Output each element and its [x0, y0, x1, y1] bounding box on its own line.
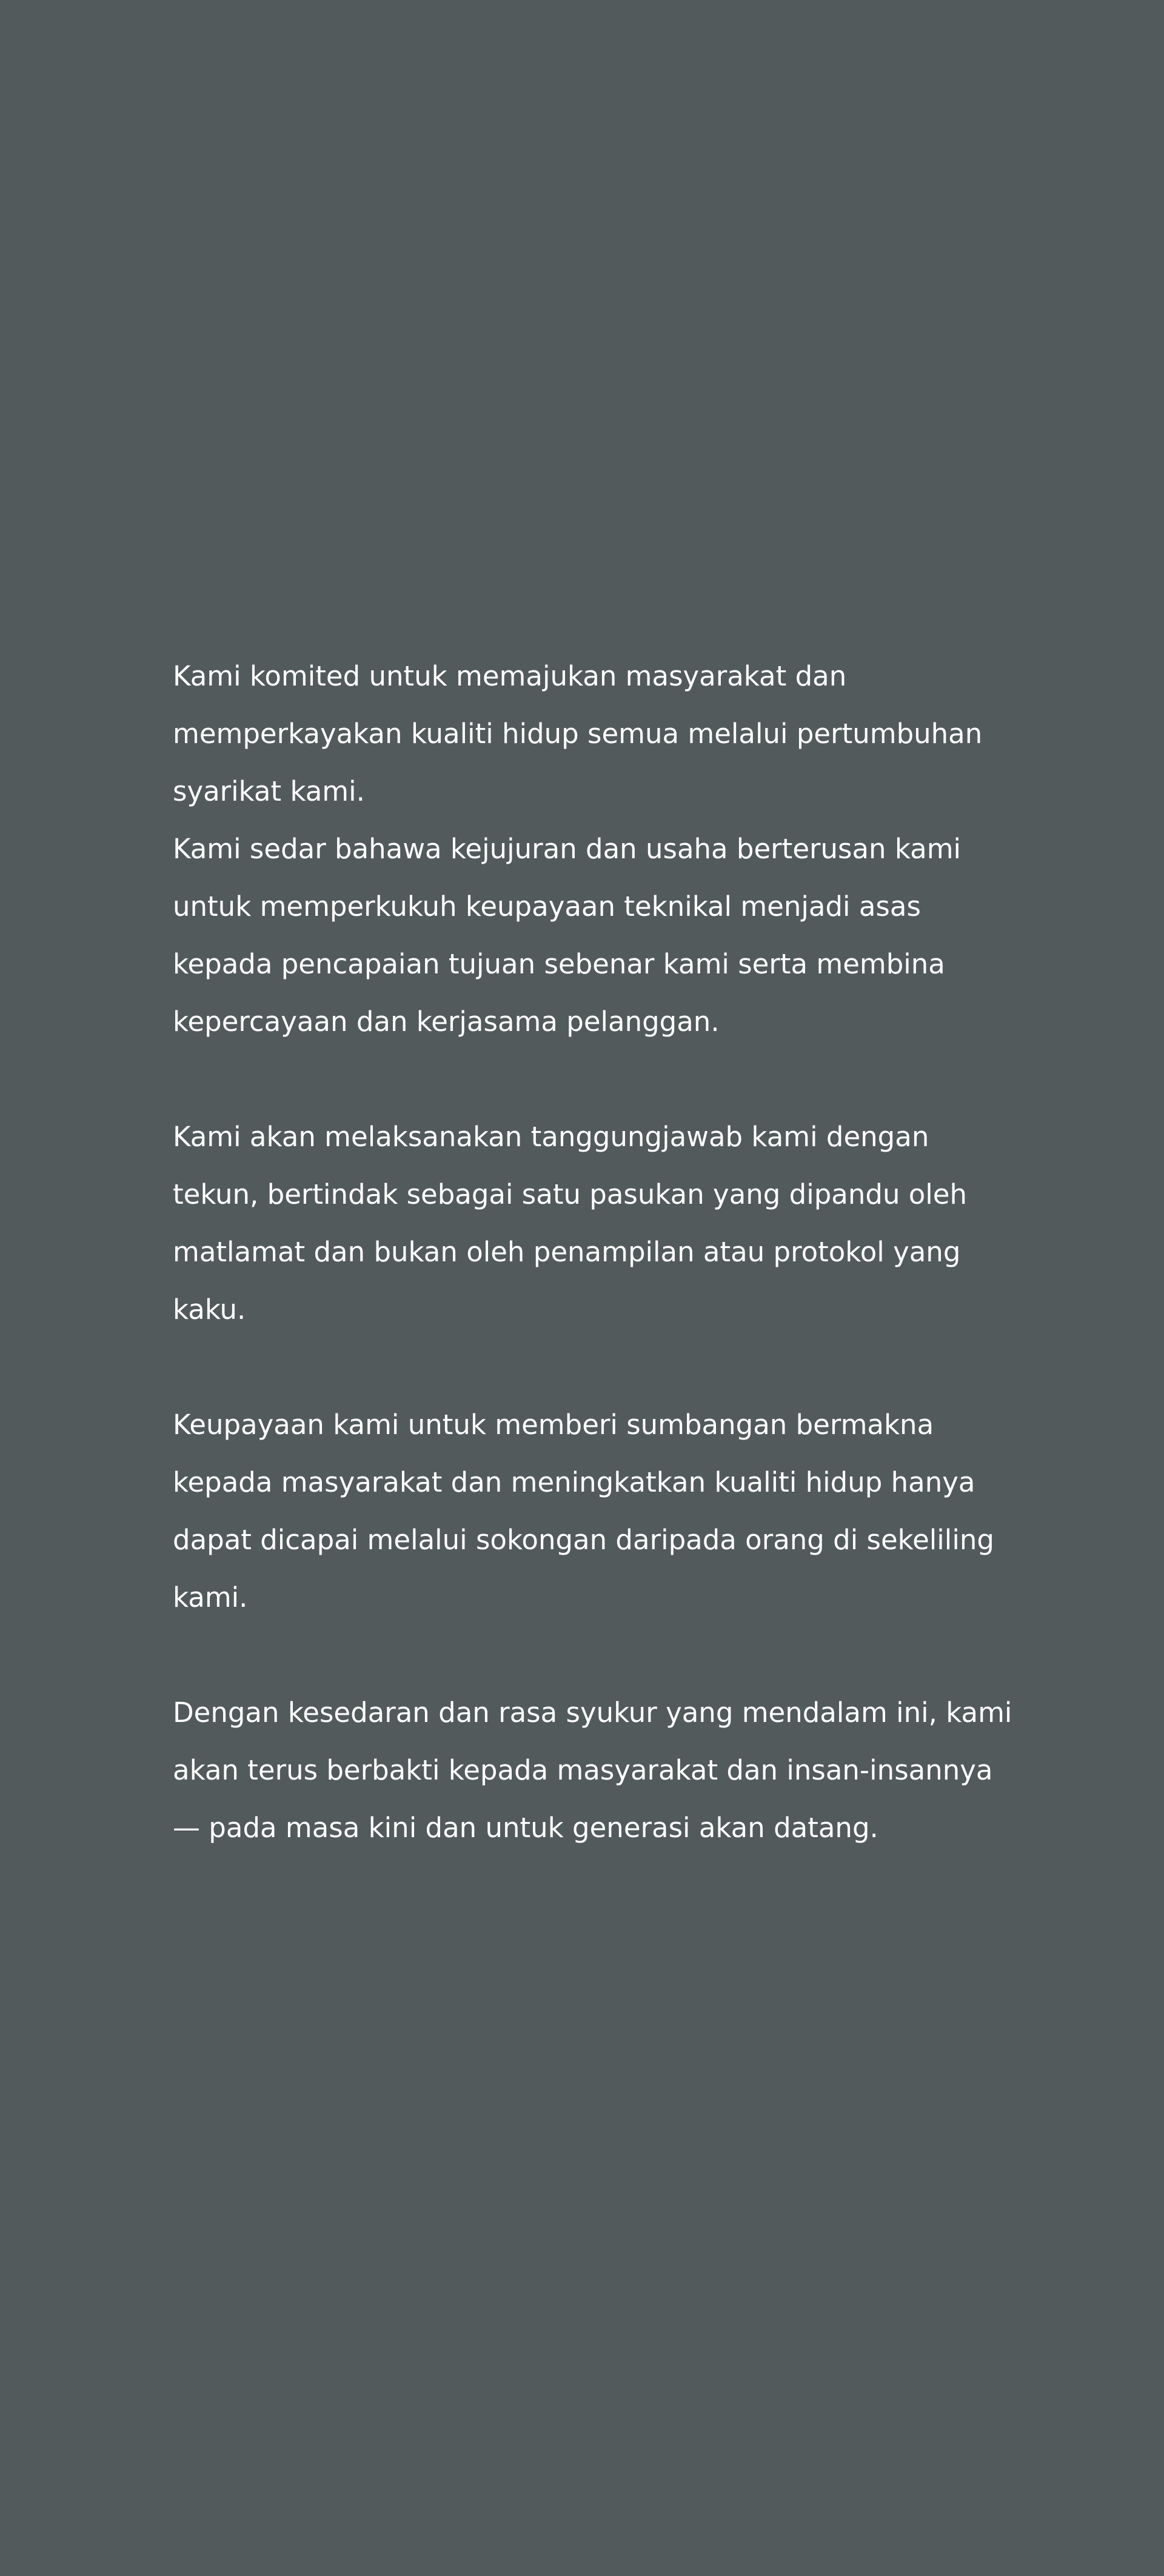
text-line: Kami sedar bahawa kejujuran dan usaha berterusan kami: [173, 833, 962, 865]
text-line: — pada masa kini dan untuk generasi akan datang.: [173, 1812, 878, 1844]
text-line: dapat dicapai melalui sokongan daripada orang di sekeliling: [173, 1524, 994, 1556]
text-line: Dengan kesedaran dan rasa syukur yang mendalam ini, kami: [173, 1697, 1012, 1729]
text-line: Keupayaan kami untuk memberi sumbangan bermakna: [173, 1409, 934, 1441]
paragraph-gratitude: [173, 1684, 1012, 1857]
paragraph-contribution: [173, 1396, 1009, 1626]
text-line: kaku.: [173, 1293, 246, 1326]
text-line: Kami komited untuk memajukan masyarakat dan: [173, 660, 847, 692]
text-line: matlamat dan bukan oleh penampilan atau protokol yang: [173, 1236, 961, 1268]
text-line: kepada masyarakat dan meningkatkan kualiti hidup hanya: [173, 1466, 975, 1498]
text-line: kepercayaan dan kerjasama pelanggan.: [173, 1006, 720, 1038]
text-line: kepada pencapaian tujuan sebenar kami serta membina: [173, 948, 945, 980]
paragraph-commitment: [173, 647, 1009, 1050]
text-line: syarikat kami.: [173, 775, 365, 807]
statement-text-block: [173, 647, 1012, 1857]
paragraph-responsibility: [173, 1108, 1009, 1338]
text-line: Kami akan melaksanakan tanggungjawab kami dengan: [173, 1121, 929, 1153]
text-line: memperkayakan kualiti hidup semua melalui pertumbuhan: [173, 718, 983, 750]
text-line: untuk memperkukuh keupayaan teknikal menjadi asas: [173, 890, 921, 923]
text-line: tekun, bertindak sebagai satu pasukan yang dipandu oleh: [173, 1178, 968, 1210]
text-line: akan terus berbakti kepada masyarakat dan insan-insannya: [173, 1754, 993, 1786]
text-line: kami.: [173, 1581, 248, 1613]
